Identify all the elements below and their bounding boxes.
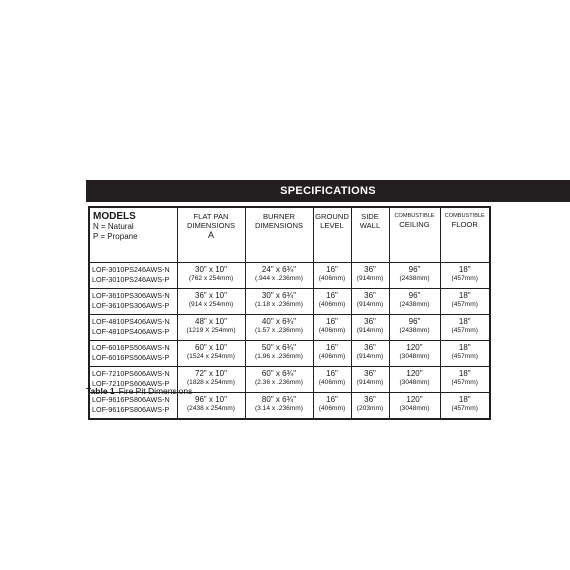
ground-level-cell-metric: (406mm) [318, 327, 346, 334]
ground-level-cell-value: 16" [326, 265, 338, 274]
ceiling-cell-metric: (3048mm) [399, 353, 430, 360]
model-cell [89, 263, 177, 289]
side-wall-cell-metric: (914mm) [356, 275, 384, 282]
floor-header: COMBUSTIBLE FLOOR [440, 207, 490, 263]
ceiling-cell [389, 289, 440, 315]
ground-level-cell [313, 263, 351, 289]
ceiling-cell-metric: (2438mm) [399, 301, 430, 308]
model-cell [89, 393, 177, 420]
side-wall-cell [351, 263, 389, 289]
ceiling-cell-metric: (3048mm) [399, 379, 430, 386]
flat-pan-cell [177, 393, 245, 420]
model-cell-value: LOF-3010PS246AWS-N [92, 265, 170, 274]
ceiling-cell-metric: (2438mm) [399, 327, 430, 334]
ground-level-cell-metric: (406mm) [318, 379, 346, 386]
ground-level-cell-metric: (406mm) [318, 353, 346, 360]
ground-level-cell-metric: (406mm) [318, 405, 346, 412]
ceiling-cell-value: 96" [408, 265, 421, 274]
burner-cell-metric: (2.36 x .236mm) [254, 379, 303, 386]
table-row [89, 341, 490, 367]
model-cell-value: LOF-4810PS406AWS-N [92, 317, 170, 326]
model-cell-value: LOF-6016PS506AWS-N [92, 343, 170, 352]
model-cell-metric: LOF-4810PS406AWS-P [92, 326, 170, 336]
side-wall-cell [351, 289, 389, 315]
floor-cell [440, 341, 490, 367]
flat-pan-cell [177, 315, 245, 341]
floor-cell-metric: (457mm) [451, 405, 478, 412]
side-wall-cell-value: 36" [364, 317, 376, 326]
flat-pan-cell-value: 30" x 10" [195, 265, 227, 274]
floor-cell [440, 289, 490, 315]
model-cell-metric: LOF-3610PS306AWS-P [92, 300, 170, 310]
ground-level-cell [313, 341, 351, 367]
burner-cell-value: 30" x 6¾" [261, 291, 297, 300]
burner-cell-value: 24" x 6¾" [261, 265, 297, 274]
ceiling-cell-value: 120" [406, 369, 423, 378]
flat-pan-cell [177, 263, 245, 289]
table-row [89, 393, 490, 420]
burner-cell-value: 60" x 6¾" [261, 369, 297, 378]
burner-header: BURNER DIMENSIONS [245, 207, 313, 263]
floor-cell [440, 315, 490, 341]
flat-pan-cell-metric: (1219 X 254mm) [186, 327, 236, 334]
flat-pan-cell-value: 36" x 10" [195, 291, 227, 300]
flat-pan-cell-metric: (914 x 254mm) [188, 301, 234, 308]
side-wall-cell [351, 367, 389, 393]
ceiling-cell [389, 263, 440, 289]
burner-cell [245, 393, 313, 420]
flat-pan-cell-value: 60" x 10" [195, 343, 227, 352]
flat-pan-cell-metric: (762 x 254mm) [188, 275, 234, 282]
models-header: MODELS N = Natural P = Propane [89, 207, 177, 263]
ceiling-cell [389, 393, 440, 420]
table-caption [86, 386, 192, 396]
ground-level-cell-value: 16" [326, 291, 338, 300]
side-wall-cell-value: 36" [364, 343, 376, 352]
side-wall-cell [351, 341, 389, 367]
model-cell-value: LOF-3610PS306AWS-N [92, 291, 170, 300]
ground-level-cell-value: 16" [326, 369, 338, 378]
floor-cell-metric: (457mm) [451, 275, 478, 282]
ground-level-cell-metric: (406mm) [318, 301, 346, 308]
floor-cell-metric: (457mm) [451, 327, 478, 334]
model-cell [89, 315, 177, 341]
floor-cell [440, 367, 490, 393]
specifications-banner: SPECIFICATIONS [86, 180, 570, 202]
table-row [89, 315, 490, 341]
flat-pan-cell [177, 289, 245, 315]
ground-level-header: GROUND LEVEL [313, 207, 351, 263]
model-cell-metric: LOF-7210PS606AWS-P [92, 378, 170, 388]
ground-level-cell [313, 367, 351, 393]
floor-cell-value: 18" [458, 265, 471, 274]
side-wall-cell-value: 36" [364, 395, 376, 404]
ground-level-cell-metric: (406mm) [318, 275, 346, 282]
table-row [89, 289, 490, 315]
floor-cell-metric: (457mm) [451, 301, 478, 308]
model-cell [89, 289, 177, 315]
ground-level-cell-value: 16" [326, 343, 338, 352]
floor-cell-value: 18" [458, 291, 471, 300]
flat-pan-cell-value: 96" x 10" [195, 395, 227, 404]
floor-cell-value: 18" [458, 343, 471, 352]
ceiling-cell [389, 367, 440, 393]
side-wall-cell-metric: (914mm) [356, 379, 384, 386]
header-row [89, 207, 490, 263]
ceiling-cell-metric: (3048mm) [399, 405, 430, 412]
side-wall-cell [351, 315, 389, 341]
flat-pan-header: FLAT PAN DIMENSIONS A [177, 207, 245, 263]
burner-cell [245, 367, 313, 393]
ground-level-cell [313, 289, 351, 315]
burner-cell [245, 341, 313, 367]
side-wall-cell-metric: (914mm) [356, 327, 384, 334]
ceiling-cell-value: 120" [406, 343, 423, 352]
burner-cell-value: 50" x 6¾" [261, 343, 297, 352]
model-cell-metric: LOF-6016PS506AWS-P [92, 352, 170, 362]
side-wall-cell-value: 36" [364, 291, 376, 300]
burner-cell-value: 80" x 6¾" [261, 395, 297, 404]
flat-pan-cell-value: 48" x 10" [195, 317, 227, 326]
caption-text: Fire Pit Dimensions [118, 386, 193, 396]
floor-cell [440, 263, 490, 289]
burner-cell-value: 40" x 6¾" [261, 317, 297, 326]
caption-label: Table 1 [86, 386, 115, 396]
ceiling-cell [389, 315, 440, 341]
model-cell [89, 341, 177, 367]
table-row [89, 263, 490, 289]
burner-cell-metric: (1.96 x .236mm) [254, 353, 303, 360]
flat-pan-cell-value: 72" x 10" [195, 369, 227, 378]
floor-cell-metric: (457mm) [451, 379, 478, 386]
model-cell-metric: LOF-9616PS806AWS-P [92, 404, 170, 414]
side-wall-cell-metric: (203mm) [356, 405, 384, 412]
model-cell-value: LOF-7210PS606AWS-N [92, 369, 170, 378]
burner-cell [245, 263, 313, 289]
side-wall-cell-metric: (914mm) [356, 353, 384, 360]
ceiling-header: COMBUSTIBLE CEILING [389, 207, 440, 263]
ceiling-cell-metric: (2438mm) [399, 275, 430, 282]
floor-cell-value: 18" [458, 369, 471, 378]
ground-level-cell [313, 315, 351, 341]
burner-cell [245, 289, 313, 315]
ground-level-cell-value: 16" [326, 395, 338, 404]
flat-pan-cell-metric: (2438 x 254mm) [186, 405, 235, 412]
floor-cell [440, 393, 490, 420]
floor-cell-value: 18" [458, 317, 471, 326]
flat-pan-cell [177, 341, 245, 367]
side-wall-header: SIDE WALL [351, 207, 389, 263]
burner-cell [245, 315, 313, 341]
floor-cell-value: 18" [458, 395, 471, 404]
side-wall-cell-value: 36" [364, 265, 376, 274]
side-wall-cell-value: 36" [364, 369, 376, 378]
side-wall-cell [351, 393, 389, 420]
ground-level-cell-value: 16" [326, 317, 338, 326]
burner-cell-metric: (1.18 x .236mm) [254, 301, 303, 308]
ceiling-cell [389, 341, 440, 367]
ground-level-cell [313, 393, 351, 420]
model-cell-value: LOF-9616PS806AWS-N [92, 395, 170, 404]
flat-pan-cell-metric: (1524 x 254mm) [186, 353, 235, 360]
flat-pan-cell-metric: (1828 x 254mm) [186, 379, 235, 386]
ceiling-cell-value: 96" [408, 291, 421, 300]
burner-cell-metric: (1.57 x .236mm) [254, 327, 303, 334]
side-wall-cell-metric: (914mm) [356, 301, 384, 308]
ceiling-cell-value: 96" [408, 317, 421, 326]
burner-cell-metric: (3.14 x .236mm) [254, 405, 303, 412]
model-cell-metric: LOF-3010PS246AWS-P [92, 274, 170, 284]
ceiling-cell-value: 120" [406, 395, 423, 404]
burner-cell-metric: (.944 x .236mm) [254, 275, 303, 282]
floor-cell-metric: (457mm) [451, 353, 478, 360]
